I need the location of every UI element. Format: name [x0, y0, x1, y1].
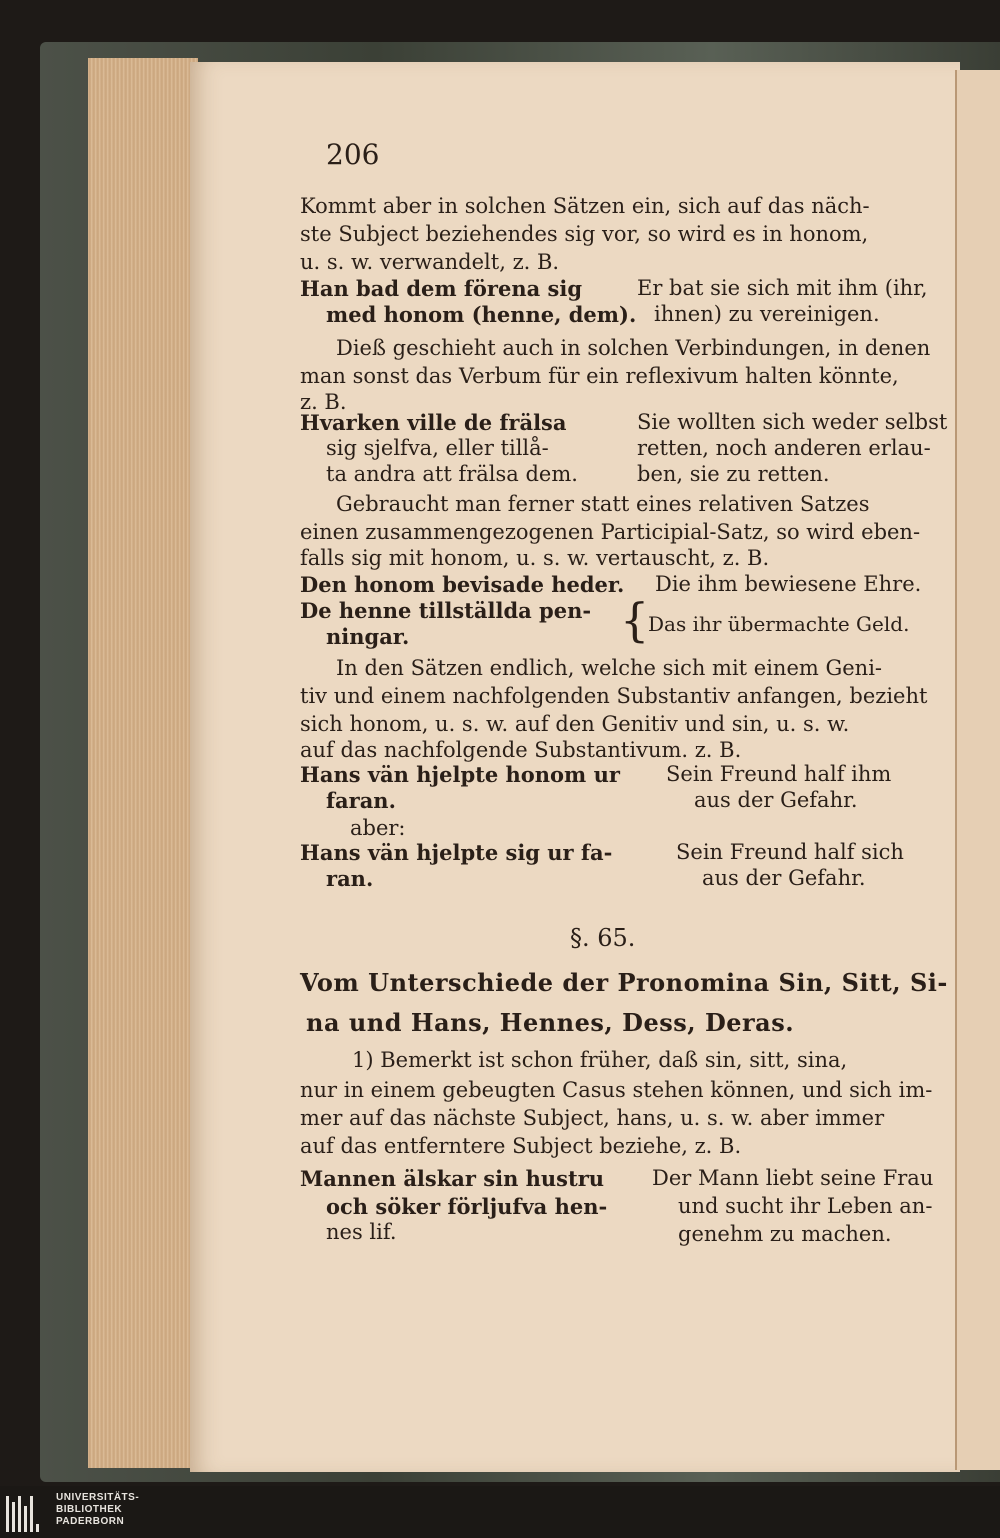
- example-swedish: sig sjelfva, eller tillå-: [326, 436, 549, 460]
- paragraph-line: nur in einem gebeugten Casus stehen können, und sich im-: [300, 1078, 933, 1102]
- paragraph-line: Gebraucht man ferner statt eines relativen Satzes: [336, 492, 870, 516]
- example-swedish: Han bad dem förena sig: [300, 276, 583, 301]
- paragraph-line: sich honom, u. s. w. auf den Genitiv und sin, u. s. w.: [300, 712, 850, 736]
- paragraph-line: auf das nachfolgende Substantivum. z. B.: [300, 738, 742, 762]
- footer-band: [0, 1486, 1000, 1538]
- page-number: 206: [326, 138, 380, 171]
- paragraph-line: z. B.: [300, 390, 347, 414]
- example-swedish: Hans vän hjelpte honom ur: [300, 762, 620, 787]
- example-german: Der Mann liebt seine Frau: [652, 1166, 934, 1190]
- section-number: §. 65.: [570, 924, 636, 952]
- example-german: retten, noch anderen erlau-: [637, 436, 931, 460]
- paragraph-line: auf das entferntere Subject beziehe, z. B.: [300, 1134, 742, 1158]
- paragraph-line: einen zusammengezogenen Participial-Satz, so wird eben-: [300, 520, 921, 544]
- example-german: Sein Freund half sich: [676, 840, 904, 864]
- paragraph-line: Dieß geschieht auch in solchen Verbindungen, in denen: [336, 336, 931, 360]
- example-swedish: De henne tillställda pen-: [300, 598, 592, 623]
- example-swedish: Hans vän hjelpte sig ur fa-: [300, 840, 613, 865]
- brace-symbol: {: [620, 593, 650, 647]
- library-name: [56, 1492, 139, 1528]
- paragraph-line: ste Subject beziehendes sig vor, so wird es in honom,: [300, 222, 869, 246]
- paragraph-line: man sonst das Verbum für ein reflexivum halten könnte,: [300, 364, 899, 388]
- library-name-line: UNIVERSITÄTS-: [56, 1492, 140, 1503]
- example-swedish: med honom (henne, dem).: [326, 302, 637, 327]
- example-swedish: Hvarken ville de frälsa: [300, 410, 567, 435]
- example-german: aus der Gefahr.: [702, 866, 866, 890]
- paragraph-line: In den Sätzen endlich, welche sich mit einem Geni-: [336, 656, 882, 680]
- paragraph-line: Kommt aber in solchen Sätzen ein, sich auf das näch-: [300, 194, 870, 218]
- paragraph-line: mer auf das nächste Subject, hans, u. s. w. aber immer: [300, 1106, 885, 1130]
- example-swedish: nes lif.: [326, 1220, 397, 1244]
- paragraph-line: 1) Bemerkt ist schon früher, daß sin, sitt, sina,: [352, 1048, 848, 1072]
- connector-word: aber:: [350, 816, 406, 840]
- example-german: Das ihr übermachte Geld.: [648, 612, 910, 636]
- example-swedish: ta andra att frälsa dem.: [326, 462, 578, 486]
- example-german: genehm zu machen.: [678, 1222, 892, 1246]
- example-german: ihnen) zu vereinigen.: [654, 302, 880, 326]
- facing-page-edge: [955, 70, 1000, 1470]
- example-german: Er bat sie sich mit ihm (ihr,: [637, 276, 928, 300]
- library-name-line: PADERBORN: [56, 1516, 125, 1527]
- page-edges: [88, 58, 198, 1468]
- library-logo-icon: [6, 1492, 46, 1532]
- library-name-line: BIBLIOTHEK: [56, 1504, 123, 1515]
- section-heading: Vom Unterschiede der Pronomina Sin, Sitt, Si-: [300, 968, 948, 997]
- example-swedish: faran.: [326, 788, 396, 813]
- example-swedish: ran.: [326, 866, 374, 891]
- example-swedish: Mannen älskar sin hustru: [300, 1166, 605, 1191]
- paragraph-line: tiv und einem nachfolgenden Substantiv anfangen, bezieht: [300, 684, 928, 708]
- example-swedish: och söker förljufva hen-: [326, 1194, 608, 1219]
- example-swedish: Den honom bevisade heder.: [300, 572, 625, 597]
- example-german: Sein Freund half ihm: [666, 762, 892, 786]
- example-german: und sucht ihr Leben an-: [678, 1194, 933, 1218]
- example-german: Sie wollten sich weder selbst: [637, 410, 948, 434]
- example-swedish: ningar.: [326, 624, 410, 649]
- paragraph-line: falls sig mit honom, u. s. w. vertauscht, z. B.: [300, 546, 770, 570]
- example-german: aus der Gefahr.: [694, 788, 858, 812]
- section-heading: na und Hans, Hennes, Dess, Deras.: [306, 1008, 795, 1037]
- paragraph-line: u. s. w. verwandelt, z. B.: [300, 250, 560, 274]
- example-german: Die ihm bewiesene Ehre.: [655, 572, 922, 596]
- example-german: ben, sie zu retten.: [637, 462, 830, 486]
